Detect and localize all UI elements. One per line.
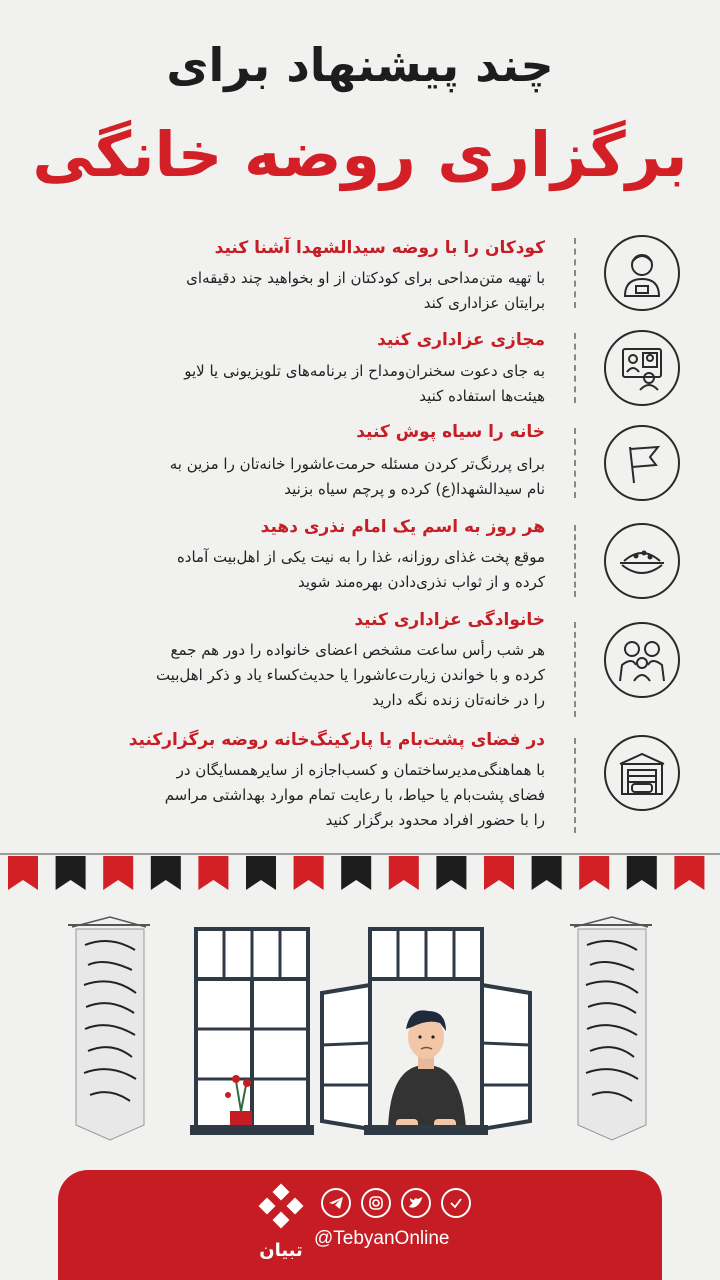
title-line-2: برگزاری روضه خانگی	[32, 118, 688, 191]
dashed-divider	[574, 428, 576, 498]
telegram-icon[interactable]	[321, 1188, 351, 1218]
suggestion-body: با تهیه متن‌مداحی برای کودکتان از او بخواهید چند دقیقه‌ای برایتان عزاداری کند	[186, 269, 545, 312]
suggestion-body: با هماهنگی‌مدیرساختمان و کسب‌اجازه از سایرهمسایگان در فضای پشت‌بام یا حیاط، با رعایت تمام موارد بهداشتی مراسم را با حضور افراد محدود برگزار کنید	[164, 761, 545, 829]
title-line-1: چند پیشنهاد برای	[166, 38, 554, 92]
tebyan-logo	[251, 1182, 311, 1262]
dashed-divider	[574, 738, 576, 833]
twitter-icon[interactable]	[401, 1188, 431, 1218]
video-call-icon	[604, 330, 680, 406]
suggestion-title: کودکان را با روضه سیدالشهدا آشنا کنید	[214, 238, 545, 258]
dashed-divider	[574, 525, 576, 597]
calligraphy-banner-left	[68, 917, 150, 1140]
suggestion-title: در فضای پشت‌بام یا پارکینگ‌خانه روضه برگزار‌کنید	[128, 730, 545, 750]
footer-bar	[58, 1170, 662, 1280]
window-left	[190, 929, 314, 1135]
bunting-flag	[627, 856, 657, 890]
bunting-flag	[579, 856, 609, 890]
suggestion-title: مجازی عزاداری کنید	[377, 330, 545, 350]
child-icon	[604, 235, 680, 311]
dashed-divider	[574, 333, 576, 403]
suggestion-title: خانوادگی عزاداری کنید	[354, 610, 545, 630]
instagram-icon[interactable]	[361, 1188, 391, 1218]
suggestion-body: برای پررنگ‌تر کردن مسئله حرمت‌عاشورا خانه‌تان را مزین به نام سیدالشهدا(ع) کرده و پرچم سیاه بزنید	[169, 455, 545, 498]
family-icon	[604, 622, 680, 698]
suggestion-body: موقع پخت غذای روزانه، غذا را به نیت یکی از اهل‌بیت آماده کرده و از ثواب نذری‌دادن بهره‌مند شوید	[176, 548, 545, 591]
dashed-divider	[574, 238, 576, 308]
bunting-flag	[198, 856, 228, 890]
social-handle[interactable]: @TebyanOnline	[314, 1228, 450, 1249]
bunting-flag	[389, 856, 419, 890]
flag-icon	[604, 425, 680, 501]
bunting-flag	[674, 856, 704, 890]
bunting-flag	[294, 856, 324, 890]
garage-icon	[604, 735, 680, 811]
bunting-flag	[8, 856, 38, 890]
bunting-flag	[484, 856, 514, 890]
verified-icon[interactable]	[441, 1188, 471, 1218]
dashed-divider	[574, 622, 576, 717]
window-illustration	[0, 915, 720, 1150]
suggestion-body: به جای دعوت سخنران‌ومداح از برنامه‌های تلویزیونی یا لایو هیئت‌ها استفاده کنید	[184, 362, 545, 405]
bunting-flag	[532, 856, 562, 890]
bunting-flag	[103, 856, 133, 890]
suggestion-body: هر شب رأس ساعت مشخص اعضای خانواده را دور هم جمع کرده و با خواندن زیارت‌عاشورا یا حدیث‌کساء یاد و ذکر اهل‌بیت را در خانه‌تان زنده نگه دارید	[155, 641, 545, 709]
food-dish-icon	[604, 523, 680, 599]
bunting-flag	[56, 856, 86, 890]
logo-mark	[251, 1182, 311, 1238]
social-icons	[321, 1188, 471, 1218]
bunting-flags	[0, 852, 720, 892]
suggestion-title: خانه را سیاه پوش کنید	[356, 422, 545, 442]
calligraphy-banner-right	[570, 917, 652, 1140]
header	[0, 0, 720, 215]
bunting-flag	[151, 856, 181, 890]
bunting-flag	[436, 856, 466, 890]
window-right	[322, 929, 530, 1135]
suggestion-title: هر روز به اسم یک امام نذری دهید	[260, 517, 545, 537]
bunting-flag	[246, 856, 276, 890]
bunting-flag	[341, 856, 371, 890]
logo-text: تبیان	[259, 1240, 303, 1261]
